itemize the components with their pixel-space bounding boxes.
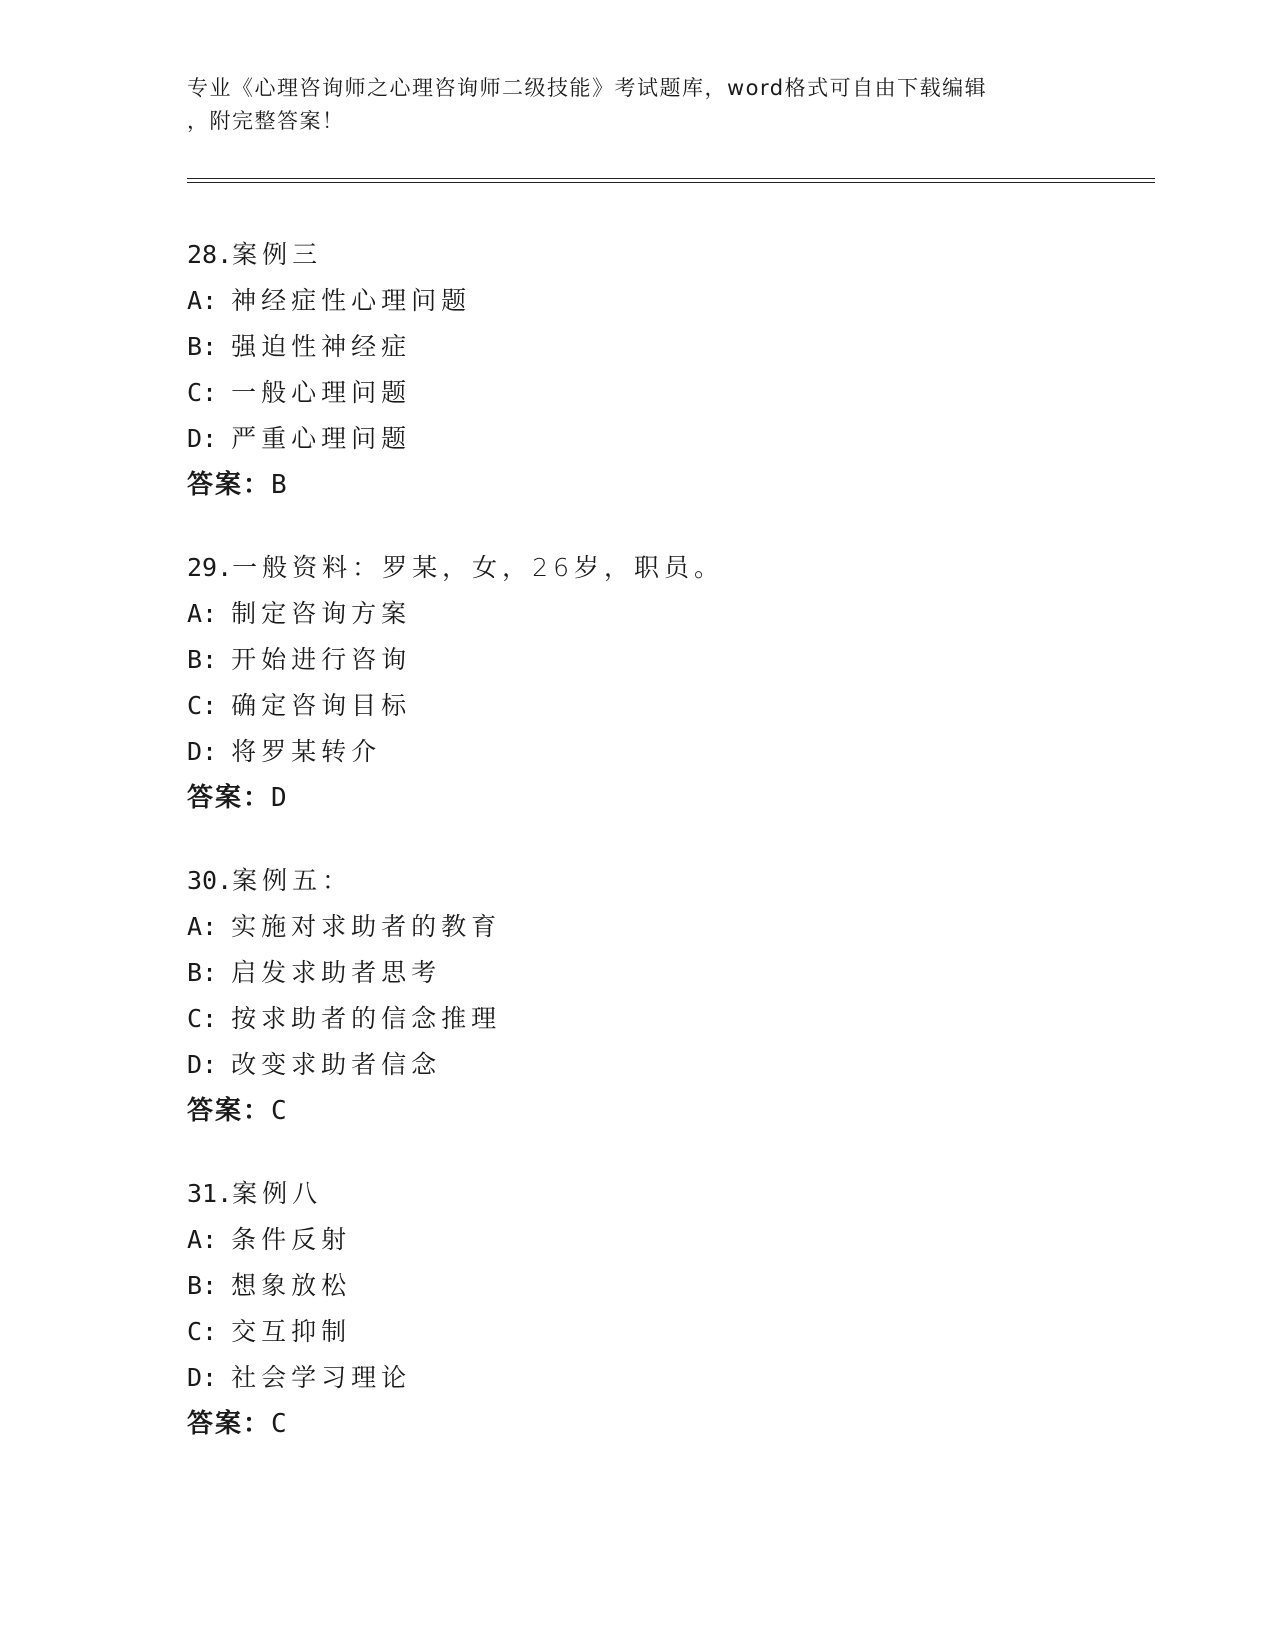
option-d <box>187 416 1147 462</box>
answer-value: B <box>271 470 289 500</box>
option-text: 启发求助者思考 <box>231 958 442 987</box>
option-c <box>187 370 1147 416</box>
option-text: 想象放松 <box>231 1271 352 1300</box>
question-number: 31. <box>187 1179 233 1208</box>
question-number: 30. <box>187 866 233 895</box>
answer-label: 答案： <box>187 783 272 813</box>
header-line-2: ，附完整答案！ <box>187 109 345 133</box>
option-c <box>187 683 1147 729</box>
answer-line <box>187 775 1147 821</box>
option-c <box>187 1309 1147 1355</box>
question-text: 案例八 <box>232 1179 323 1208</box>
option-key: A: <box>187 1225 218 1254</box>
question-text: 案例五： <box>232 866 353 895</box>
option-key: B: <box>187 958 218 987</box>
question-text: 一般资料：罗某，女，26岁，职员。 <box>232 553 724 582</box>
answer-line <box>187 1088 1147 1134</box>
option-text: 社会学习理论 <box>231 1363 412 1392</box>
option-b <box>187 637 1147 683</box>
option-text: 开始进行咨询 <box>231 645 412 674</box>
question-30 <box>187 858 1147 1134</box>
option-b <box>187 1263 1147 1309</box>
option-key: C: <box>187 691 218 720</box>
answer-value: C <box>271 1409 289 1439</box>
answer-value: D <box>271 783 289 813</box>
option-a <box>187 904 1147 950</box>
question-31 <box>187 1171 1147 1447</box>
header-line-1: 专业《心理咨询师之心理咨询师二级技能》考试题库，word格式可自由下载编辑 <box>187 76 988 100</box>
question-list <box>187 232 1147 1484</box>
question-29 <box>187 545 1147 821</box>
option-text: 将罗某转介 <box>231 737 382 766</box>
option-key: C: <box>187 378 218 407</box>
option-key: B: <box>187 645 218 674</box>
header-divider <box>187 178 1155 183</box>
option-text: 改变求助者信念 <box>231 1050 442 1079</box>
option-a <box>187 278 1147 324</box>
question-stem <box>187 232 1147 278</box>
option-key: B: <box>187 1271 218 1300</box>
option-text: 确定咨询目标 <box>231 691 412 720</box>
question-number: 28. <box>187 240 233 269</box>
answer-label: 答案： <box>187 1409 272 1439</box>
option-text: 条件反射 <box>231 1225 352 1254</box>
answer-value: C <box>271 1096 289 1126</box>
option-key: D: <box>187 737 218 766</box>
option-key: B: <box>187 332 218 361</box>
answer-line <box>187 462 1147 508</box>
option-d <box>187 1355 1147 1401</box>
option-text: 严重心理问题 <box>231 424 412 453</box>
option-text: 实施对求助者的教育 <box>231 912 502 941</box>
question-stem <box>187 545 1147 591</box>
question-28 <box>187 232 1147 508</box>
question-text: 案例三 <box>232 240 323 269</box>
option-b <box>187 324 1147 370</box>
option-key: C: <box>187 1004 218 1033</box>
option-key: D: <box>187 1050 218 1079</box>
option-text: 神经症性心理问题 <box>231 286 472 315</box>
option-text: 交互抑制 <box>231 1317 352 1346</box>
option-d <box>187 1042 1147 1088</box>
question-number: 29. <box>187 553 233 582</box>
question-stem <box>187 1171 1147 1217</box>
option-d <box>187 729 1147 775</box>
option-a <box>187 1217 1147 1263</box>
answer-line <box>187 1401 1147 1447</box>
option-key: C: <box>187 1317 218 1346</box>
option-key: A: <box>187 286 218 315</box>
option-a <box>187 591 1147 637</box>
option-text: 一般心理问题 <box>231 378 412 407</box>
answer-label: 答案： <box>187 1096 272 1126</box>
option-b <box>187 950 1147 996</box>
question-stem <box>187 858 1147 904</box>
answer-label: 答案： <box>187 470 272 500</box>
option-text: 制定咨询方案 <box>231 599 412 628</box>
option-text: 强迫性神经症 <box>231 332 412 361</box>
option-key: A: <box>187 912 218 941</box>
option-text: 按求助者的信念推理 <box>231 1004 502 1033</box>
option-key: D: <box>187 424 218 453</box>
option-key: A: <box>187 599 218 628</box>
option-key: D: <box>187 1363 218 1392</box>
option-c <box>187 996 1147 1042</box>
document-header <box>187 72 1087 138</box>
